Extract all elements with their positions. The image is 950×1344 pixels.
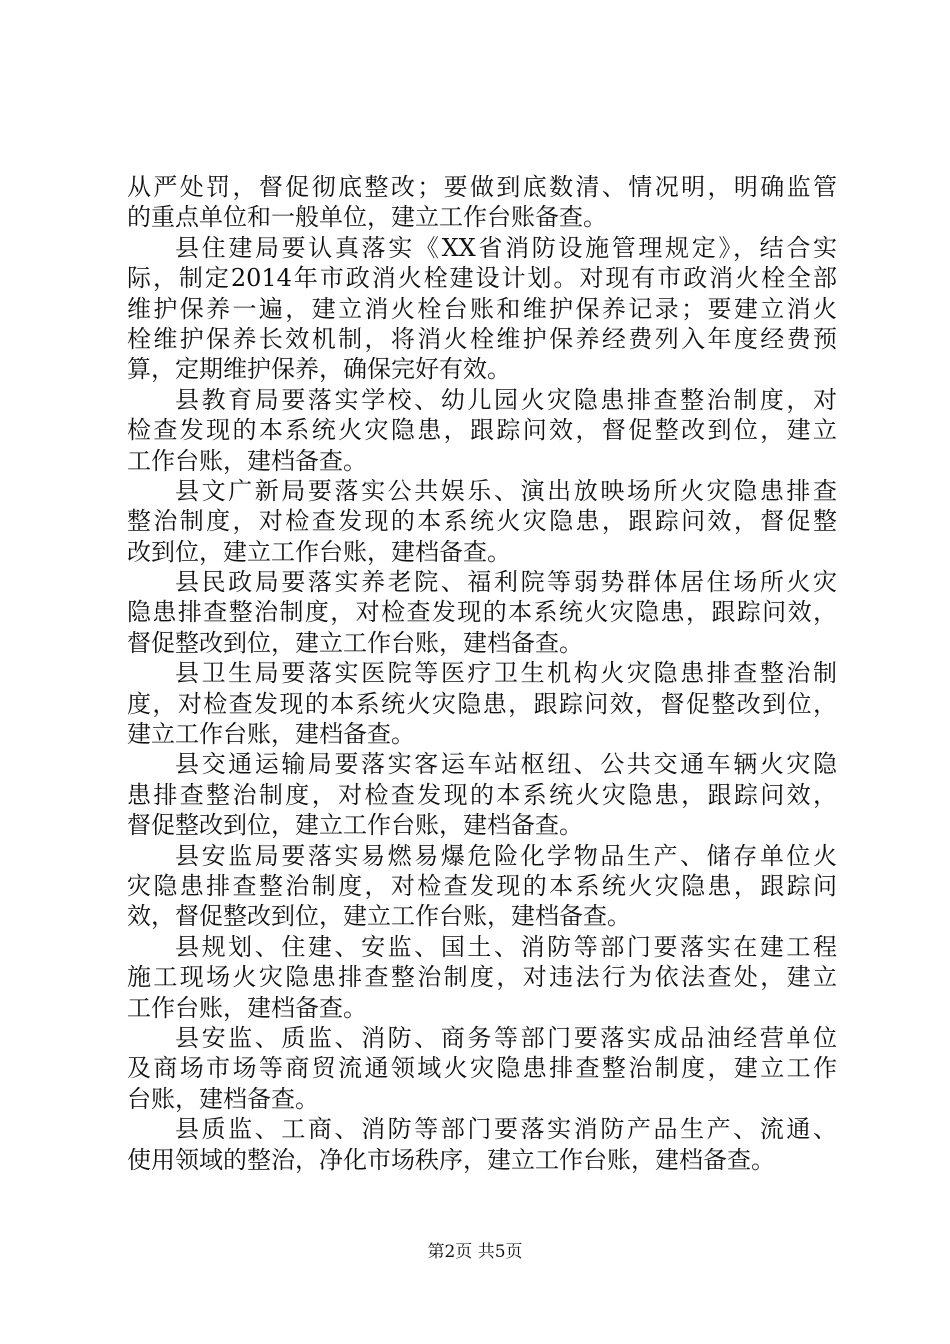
text-line: 及商场市场等商贸流通领域火灾隐患排查整治制度，建立工作 [127,1054,837,1083]
text-line: 从严处罚，督促彻底整改；要做到底数清、情况明，明确监管 [127,173,837,201]
text-line: 使用领域的整治，净化市场秩序，建立工作台账，建档备查。 [127,1145,775,1174]
text-line: 督促整改到位，建立工作台账，建档备查。 [127,628,583,657]
paragraph-first-line: 县民政局要落实养老院、福利院等弱势群体居住场所火灾 [175,568,837,597]
text-line: 维护保养一遍，建立消火栓台账和维护保养记录；要建立消火 [127,294,837,323]
text-line: 际，制定2014年市政消火栓建设计划。对现有市政消火栓全部 [127,264,837,293]
text-line: 整治制度，对检查发现的本系统火灾隐患，跟踪问效，督促整 [127,507,837,536]
text-line: 算，定期维护保养，确保完好有效。 [127,355,511,384]
paragraph-first-line: 县卫生局要落实医院等医疗卫生机构火灾隐患排查整治制 [175,659,837,688]
text-line: 灾隐患排查整治制度，对检查发现的本系统火灾隐患，跟踪问 [127,871,837,900]
text-line: 工作台账，建档备查。 [127,446,367,475]
text-line: 度，对检查发现的本系统火灾隐患，跟踪问效，督促整改到位， [127,689,837,718]
text-line: 施工现场火灾隐患排查整治制度，对违法行为依法查处，建立 [127,963,837,992]
text-line: 建立工作台账，建档备查。 [127,720,415,749]
text-line: 栓维护保养长效机制，将消火栓维护保养经费列入年度经费预 [127,324,837,353]
page-number-footer: 第2页 共5页 [427,1242,523,1262]
paragraph-first-line: 县规划、住建、安监、国土、消防等部门要落实在建工程 [175,932,837,961]
text-line: 改到位，建立工作台账，建档备查。 [127,537,511,566]
text-line: 工作台账，建档备查。 [127,993,367,1022]
paragraph-first-line: 县住建局要认真落实《XX省消防设施管理规定》，结合实 [175,233,837,262]
paragraph-first-line: 县安监局要落实易燃易爆危险化学物品生产、储存单位火 [175,841,837,870]
paragraph-first-line: 县教育局要落实学校、幼儿园火灾隐患排查整治制度，对 [175,385,837,414]
paragraph-first-line: 县交通运输局要落实客运车站枢纽、公共交通车辆火灾隐 [175,750,837,779]
text-line: 隐患排查整治制度，对检查发现的本系统火灾隐患，跟踪问效， [127,598,837,627]
text-line: 检查发现的本系统火灾隐患，跟踪问效，督促整改到位，建立 [127,416,837,445]
text-line: 效，督促整改到位，建立工作台账，建档备查。 [127,902,631,931]
text-line: 患排查整治制度，对检查发现的本系统火灾隐患，跟踪问效， [127,780,837,809]
text-line: 台账，建档备查。 [127,1084,319,1113]
text-line: 的重点单位和一般单位，建立工作台账备查。 [127,203,607,232]
paragraph-first-line: 县安监、质监、消防、商务等部门要落实成品油经营单位 [175,1023,837,1052]
paragraph-first-line: 县质监、工商、消防等部门要落实消防产品生产、流通、 [175,1115,837,1144]
text-line: 督促整改到位，建立工作台账，建档备查。 [127,811,583,840]
document-body [127,172,837,1175]
paragraph-first-line: 县文广新局要落实公共娱乐、演出放映场所火灾隐患排查 [175,476,837,505]
